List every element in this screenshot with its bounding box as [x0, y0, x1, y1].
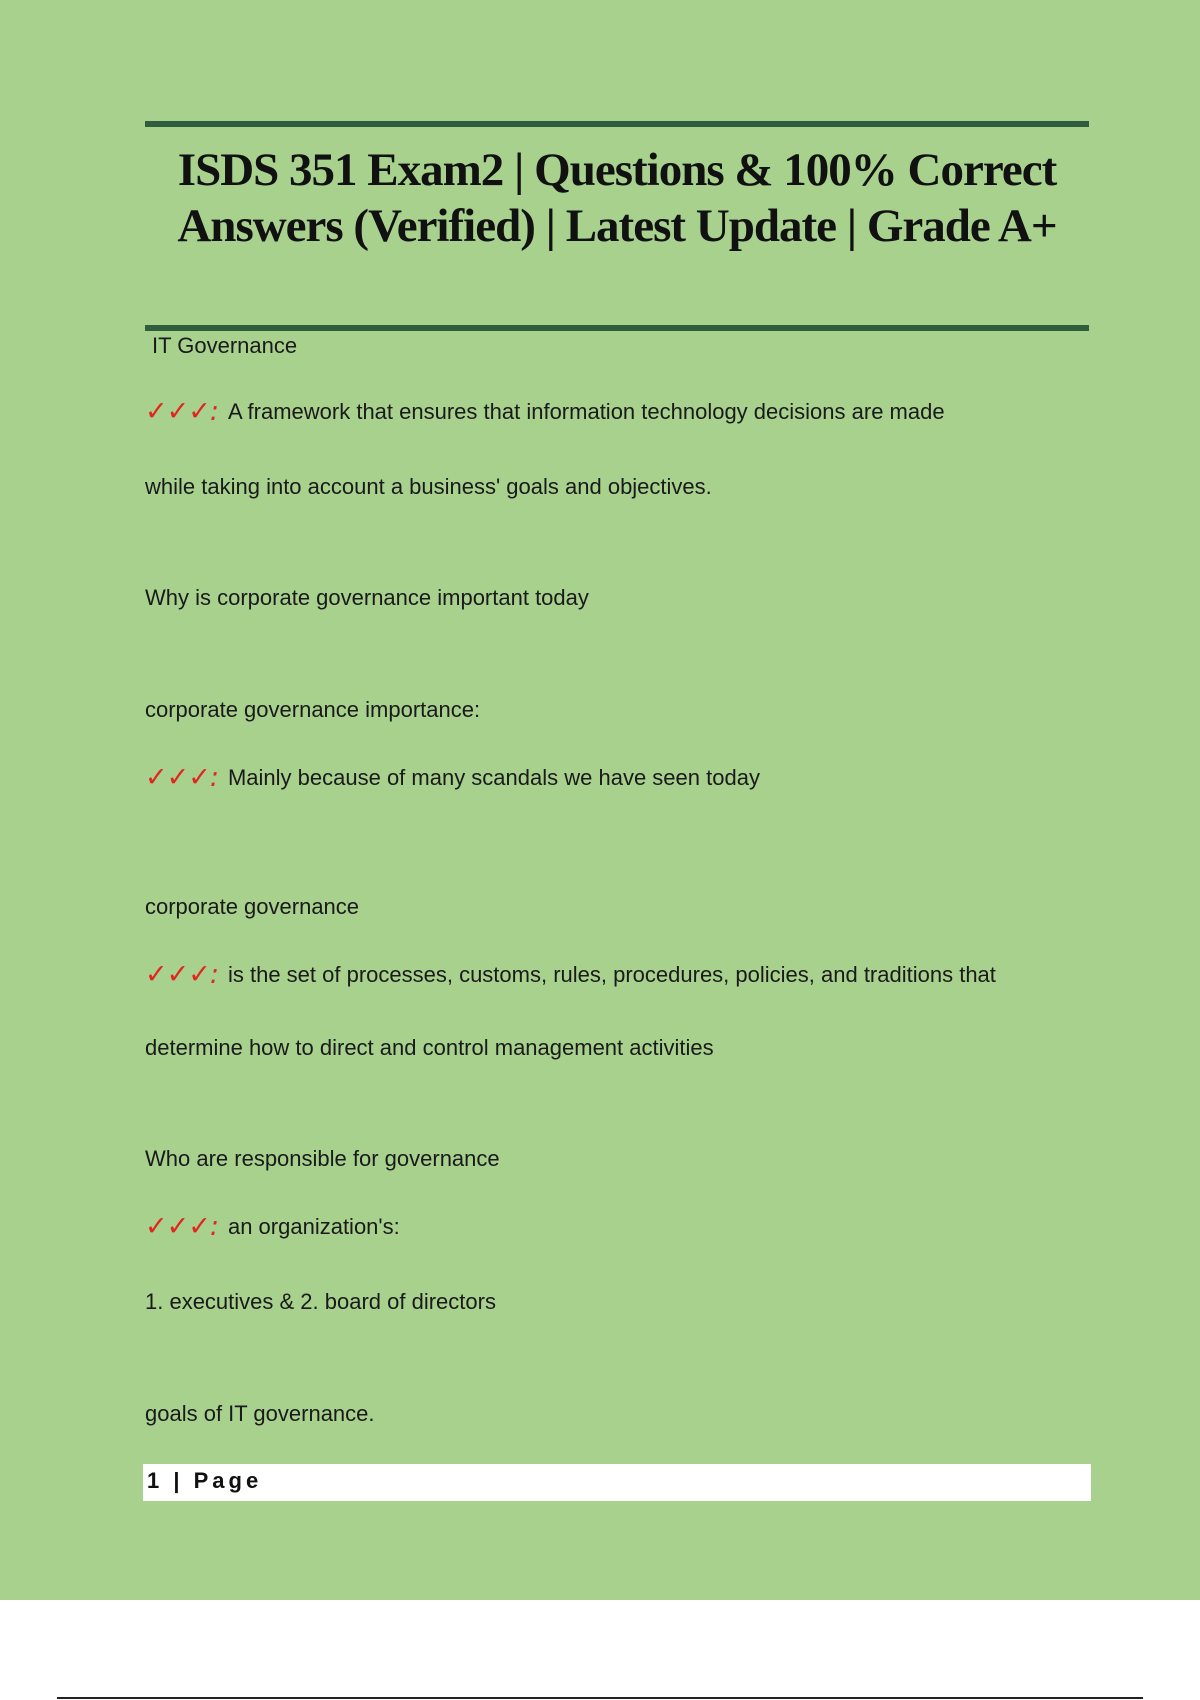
title-top-rule — [145, 121, 1089, 127]
check-marks-icon: ✓✓✓: — [145, 1211, 218, 1242]
answer-text: A framework that ensures that information technology decisions are made — [227, 399, 945, 424]
answer-continuation: while taking into account a business' goals and objectives. — [145, 474, 712, 499]
page-bottom-divider — [57, 1697, 1143, 1699]
answer-continuation: determine how to direct and control management activities — [145, 1035, 714, 1060]
answer-row — [145, 763, 760, 793]
page-footer — [143, 1464, 1091, 1501]
question-corporate-governance-importance: Why is corporate governance important today — [145, 585, 589, 610]
answer-text: an organization's: — [227, 1214, 400, 1239]
document-title — [145, 142, 1089, 254]
answer-text: Mainly because of many scandals we have seen today — [227, 765, 760, 790]
check-marks-icon: ✓✓✓: — [145, 762, 218, 793]
page-number: 1 | Page — [147, 1468, 263, 1493]
question-corporate-governance: corporate governance — [145, 894, 360, 919]
title-line-2: Answers (Verified) | Latest Update | Grade A+ — [177, 200, 1057, 252]
question-it-governance: IT Governance — [152, 333, 298, 358]
check-marks-icon: ✓✓✓: — [145, 396, 218, 427]
answer-continuation: 1. executives & 2. board of directors — [145, 1289, 496, 1314]
question-importance-label: corporate governance importance: — [145, 697, 481, 722]
question-goals-it-governance: goals of IT governance. — [145, 1401, 375, 1426]
question-responsible-governance: Who are responsible for governance — [145, 1146, 500, 1171]
title-line-1: ISDS 351 Exam2 | Questions & 100% Correct — [177, 144, 1057, 196]
answer-row — [145, 1212, 400, 1242]
answer-text: is the set of processes, customs, rules, procedures, policies, and traditions that — [227, 962, 996, 987]
answer-row — [145, 960, 996, 990]
check-marks-icon: ✓✓✓: — [145, 959, 218, 990]
answer-row — [145, 397, 945, 427]
